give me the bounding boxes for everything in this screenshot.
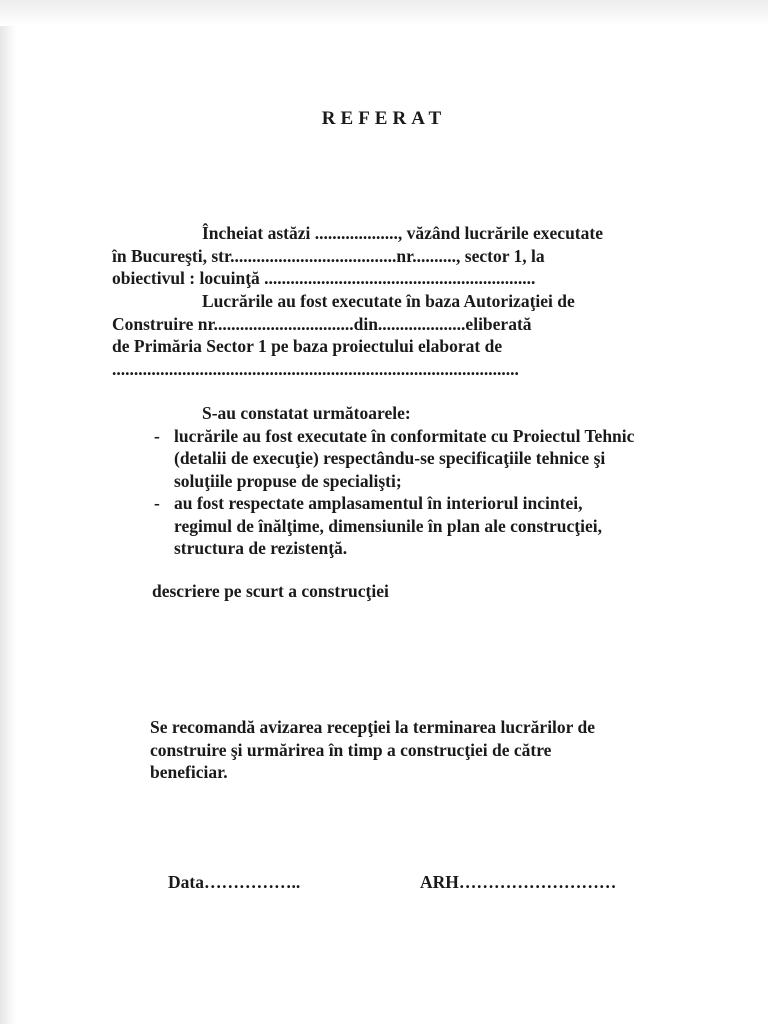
findings-intro: S-au constatat următoarele: bbox=[202, 403, 411, 423]
scan-edge-shadow bbox=[0, 0, 16, 1024]
text-line: obiectivul : locuinţă .............................................................. bbox=[112, 268, 536, 288]
recommendation-section bbox=[150, 716, 710, 784]
text-line: construire şi urmărirea în timp a construcţiei de către bbox=[150, 739, 552, 760]
bullet-dash: - bbox=[154, 493, 160, 513]
text-line: beneficiar. bbox=[150, 762, 228, 782]
bullet-item bbox=[112, 425, 716, 448]
bullet-item bbox=[112, 492, 716, 515]
description-label: descriere pe scurt a construcţiei bbox=[152, 581, 389, 601]
scan-top-shadow bbox=[0, 0, 768, 26]
text-line: în Bucureşti, str......................................nr.........., sector 1, la bbox=[112, 245, 545, 266]
text-line: (detalii de execuţie) respectându-se specificaţiile tehnice şi bbox=[174, 448, 606, 468]
text-line: regimul de înălţime, dimensiunile în plan ale construcţiei, bbox=[174, 515, 602, 536]
paragraph-authorization bbox=[112, 290, 716, 380]
text-line: Se recomandă avizarea recepţiei la terminarea lucrărilor de bbox=[150, 717, 595, 737]
text-line: au fost respectate amplasamentul în interiorul incintei, bbox=[174, 493, 583, 513]
text-line: Încheiat astăzi ..................., văzând lucrările executate bbox=[202, 223, 603, 243]
text-line: lucrările au fost executate în conformitate cu Proiectul Tehnic bbox=[174, 425, 635, 446]
bullet-dash: - bbox=[154, 425, 160, 446]
text-line: ............................................................................................. bbox=[112, 358, 519, 379]
paragraph-intro bbox=[112, 222, 716, 290]
date-field: Data…………….. bbox=[168, 872, 301, 892]
findings-section bbox=[112, 402, 716, 560]
text-line: structura de rezistenţă. bbox=[174, 538, 348, 558]
description-section bbox=[152, 580, 652, 603]
document-title: REFERAT bbox=[321, 108, 447, 129]
architect-signature-field: ARH……………………… bbox=[420, 872, 617, 892]
text-line: soluţiile propuse de specialişti; bbox=[174, 470, 402, 491]
text-line: Lucrările au fost executate în baza Autorizaţiei de bbox=[202, 291, 575, 311]
text-line: de Primăria Sector 1 pe baza proiectului elaborat de bbox=[112, 336, 503, 356]
text-line: Construire nr................................din....................eliberată bbox=[112, 313, 532, 334]
